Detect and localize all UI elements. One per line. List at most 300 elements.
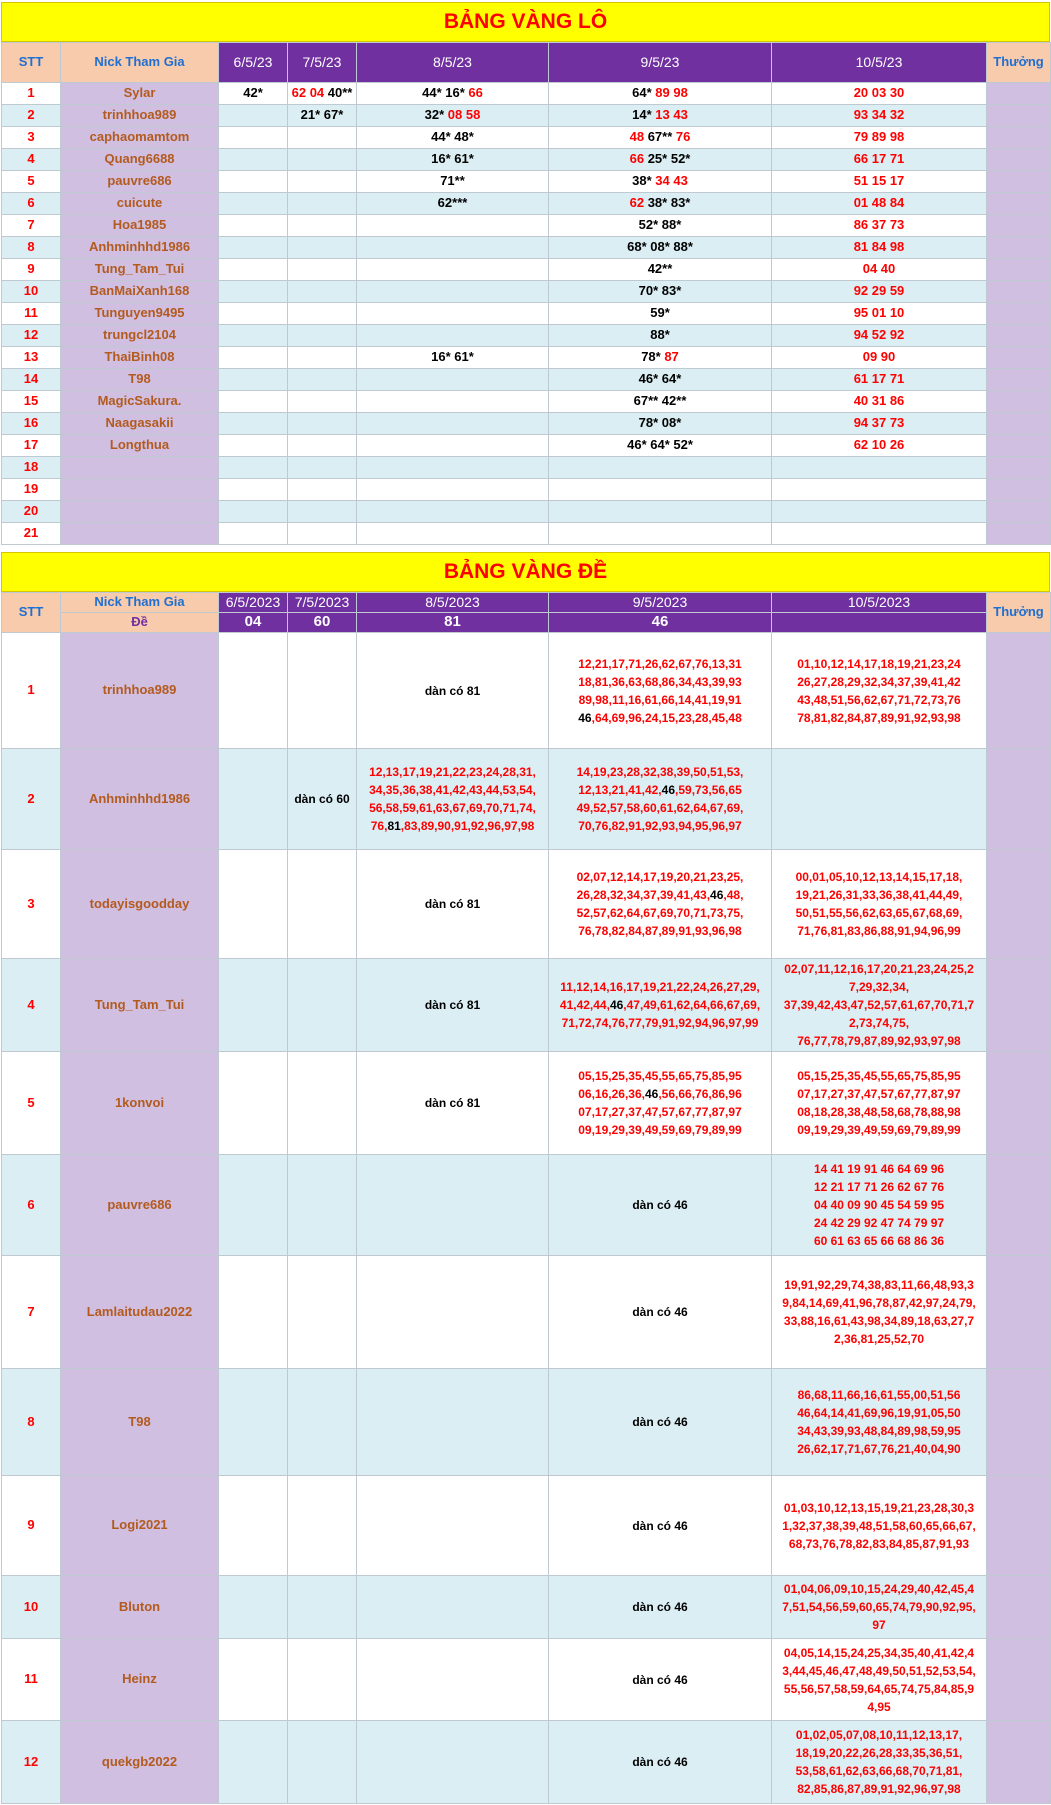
- lo-header-thuong: Thưởng: [987, 43, 1051, 83]
- de-entry: 81: [387, 819, 401, 833]
- lo-stt: 18: [2, 457, 61, 479]
- de-cell-date-4: [549, 749, 772, 850]
- de-entry: 3,44,45,46,47,48,49,50,51,52,53,54,: [782, 1663, 976, 1678]
- de-entry: 76,77,78,79,87,89,92,93,97,98: [797, 1034, 961, 1048]
- lo-entry: 89 98: [651, 85, 688, 101]
- lo-cell-date-4: [549, 325, 772, 347]
- lo-cell-date-2: [288, 501, 357, 523]
- lo-cell-date-2: [288, 105, 357, 127]
- de-entry: 11,12,14,16,17,19,21,22,24,26,27,29,: [560, 980, 760, 994]
- de-cell-date-3: [357, 1155, 549, 1256]
- lo-nick: [61, 457, 219, 479]
- de-cell-date-2: [288, 1721, 357, 1804]
- de-nick: trinhhoa989: [61, 633, 219, 749]
- lo-row-13: [2, 347, 1051, 369]
- lo-header-date-1: 6/5/23: [219, 43, 288, 83]
- de-header-date-5: 10/5/2023: [772, 593, 987, 613]
- lo-thuong-cell: [987, 479, 1051, 501]
- lo-cell-date-3: [357, 215, 549, 237]
- de-entry: 19,91,92,29,74,38,83,11,66,48,93,3: [784, 1278, 974, 1292]
- de-cell-date-4: [549, 1476, 772, 1576]
- de-entry: 71,76,81,83,86,88,91,94,96,99: [797, 924, 961, 938]
- lo-nick: ThaiBinh08: [61, 347, 219, 369]
- de-table: [1, 592, 1051, 1804]
- lo-thuong-cell: [987, 457, 1051, 479]
- lo-nick: pauvre686: [61, 171, 219, 193]
- de-cell-date-1: [219, 959, 288, 1052]
- de-entry: 08,18,28,38,48,58,68,78,88,98: [797, 1105, 961, 1119]
- lo-cell-date-3: [357, 281, 549, 303]
- lo-thuong-cell: [987, 105, 1051, 127]
- lo-cell-date-2: [288, 171, 357, 193]
- lo-thuong-cell: [987, 149, 1051, 171]
- lo-cell-date-1: [219, 259, 288, 281]
- lo-entry: 34 43: [651, 173, 688, 189]
- lo-nick: Tunguyen9495: [61, 303, 219, 325]
- de-header-date-4: 9/5/2023: [549, 593, 772, 613]
- de-entry: 33,88,16,61,43,98,34,89,18,63,27,7: [783, 1314, 975, 1328]
- lo-thuong-cell: [987, 259, 1051, 281]
- de-result-4: 46: [549, 613, 772, 633]
- de-entry: 18,81,36,63,68,86,34,43,39,93: [578, 674, 742, 689]
- de-cell-date-1: [219, 1476, 288, 1576]
- lo-entry: 62 04: [291, 85, 325, 101]
- de-cell-date-5: [772, 850, 987, 959]
- lo-row-17: [2, 435, 1051, 457]
- de-result-1: 04: [219, 613, 288, 633]
- lo-row-16: [2, 413, 1051, 435]
- de-cell-date-2: [288, 959, 357, 1052]
- lo-cell-date-5: [772, 105, 987, 127]
- de-cell-date-5: [772, 1369, 987, 1476]
- de-cell-date-1: [219, 633, 288, 749]
- de-entry: 49,52,57,58,60,61,62,64,67,69,: [576, 801, 744, 815]
- lo-entry: 86 37 73: [853, 217, 905, 233]
- de-cell-date-3: [357, 1256, 549, 1369]
- lo-thuong-cell: [987, 523, 1051, 545]
- lo-cell-date-3: [357, 105, 549, 127]
- de-header-date-1: 6/5/2023: [219, 593, 288, 613]
- lo-entry: 62 10 26: [853, 437, 905, 453]
- de-cell-date-4: [549, 1639, 772, 1721]
- lo-stt: 20: [2, 501, 61, 523]
- de-cell-date-5: [772, 749, 987, 850]
- lo-row-9: [2, 259, 1051, 281]
- lo-thuong-cell: [987, 369, 1051, 391]
- de-entry: 12 21 17 71 26 62 67 76: [813, 1180, 945, 1194]
- lo-cell-date-3: [357, 523, 549, 545]
- lo-cell-date-5: [772, 281, 987, 303]
- lo-cell-date-5: [772, 303, 987, 325]
- de-entry: 18,19,20,22,26,28,33,35,36,51,: [795, 1746, 963, 1760]
- lo-entry: 66 17 71: [853, 151, 905, 167]
- lo-entry: 66: [629, 151, 645, 167]
- lo-cell-date-3: [357, 325, 549, 347]
- lo-entry: 16* 61*: [431, 151, 474, 167]
- de-entry: 4,95: [867, 1699, 891, 1714]
- de-nick: Lamlaitudau2022: [61, 1256, 219, 1369]
- de-thuong-cell: [987, 1369, 1051, 1476]
- de-cell-date-4: [549, 959, 772, 1052]
- de-entry: dàn có 46: [632, 1518, 688, 1533]
- lo-cell-date-1: [219, 303, 288, 325]
- lo-thuong-cell: [987, 215, 1051, 237]
- de-cell-date-3: [357, 1576, 549, 1639]
- lo-cell-date-5: [772, 369, 987, 391]
- de-row-1: [2, 633, 1051, 749]
- lo-cell-date-3: [357, 149, 549, 171]
- de-thuong-cell: [987, 633, 1051, 749]
- de-entry: 7,51,54,56,59,60,65,74,79,90,92,95,: [782, 1600, 976, 1614]
- de-entry: 60 61 63 65 66 68 86 36: [813, 1234, 945, 1248]
- de-cell-date-1: [219, 1639, 288, 1721]
- lo-cell-date-3: [357, 369, 549, 391]
- de-cell-date-3: [357, 1721, 549, 1804]
- lo-stt: 8: [2, 237, 61, 259]
- de-entry: dàn có 81: [424, 1096, 481, 1110]
- de-entry: 78,81,82,84,87,89,91,92,93,98: [797, 710, 961, 725]
- lo-cell-date-1: [219, 479, 288, 501]
- lo-cell-date-5: [772, 391, 987, 413]
- lo-cell-date-4: [549, 171, 772, 193]
- de-row-10: [2, 1576, 1051, 1639]
- lo-stt: 15: [2, 391, 61, 413]
- de-header-nick: Nick Tham Gia: [61, 593, 219, 613]
- de-cell-date-5: [772, 1256, 987, 1369]
- lo-entry: 94 52 92: [853, 327, 905, 343]
- de-thuong-cell: [987, 1576, 1051, 1639]
- lo-nick: Quang6688: [61, 149, 219, 171]
- de-entry: 09,19,29,39,49,59,69,79,89,99: [797, 1123, 961, 1137]
- lo-header-date-5: 10/5/23: [772, 43, 987, 83]
- lo-cell-date-2: [288, 413, 357, 435]
- de-cell-date-1: [219, 1576, 288, 1639]
- lo-row-7: [2, 215, 1051, 237]
- lo-nick: Longthua: [61, 435, 219, 457]
- de-cell-date-5: [772, 633, 987, 749]
- de-cell-date-4: [549, 1369, 772, 1476]
- de-nick: Logi2021: [61, 1476, 219, 1576]
- de-entry: 68,73,76,78,82,83,84,85,87,91,93: [788, 1536, 970, 1551]
- lo-entry: 01 48 84: [853, 195, 905, 211]
- de-entry: 01,04,06,09,10,15,24,29,40,42,45,4: [783, 1582, 975, 1596]
- lo-cell-date-1: [219, 237, 288, 259]
- de-cell-date-2: [288, 633, 357, 749]
- lo-cell-date-5: [772, 435, 987, 457]
- de-cell-date-4: [549, 1052, 772, 1155]
- lo-thuong-cell: [987, 171, 1051, 193]
- lo-cell-date-1: [219, 435, 288, 457]
- lo-cell-date-2: [288, 523, 357, 545]
- de-entry: 76,78,82,84,87,89,91,93,96,98: [578, 924, 742, 938]
- de-entry: 53,58,61,62,63,66,68,70,71,81,: [795, 1764, 963, 1778]
- lo-cell-date-3: [357, 171, 549, 193]
- lo-cell-date-4: [549, 391, 772, 413]
- de-stt: 4: [2, 959, 61, 1052]
- lo-cell-date-3: [357, 303, 549, 325]
- de-cell-date-4: [549, 1155, 772, 1256]
- lo-thuong-cell: [987, 303, 1051, 325]
- lo-stt: 14: [2, 369, 61, 391]
- de-entry: 46,64,14,41,69,96,19,91,05,50: [797, 1406, 961, 1420]
- de-entry: 04,05,14,15,24,25,34,35,40,41,42,4: [783, 1645, 975, 1660]
- de-header-thuong: Thưởng: [987, 593, 1051, 633]
- lo-cell-date-1: [219, 215, 288, 237]
- lo-cell-date-3: [357, 127, 549, 149]
- de-entry: dàn có 46: [632, 1415, 688, 1429]
- de-entry: 41,42,44,: [559, 998, 610, 1012]
- de-thuong-cell: [987, 959, 1051, 1052]
- lo-thuong-cell: [987, 347, 1051, 369]
- de-entry: 46: [661, 783, 676, 797]
- de-cell-date-2: [288, 1576, 357, 1639]
- de-entry: 86,68,11,66,16,61,55,00,51,56: [797, 1388, 961, 1402]
- lo-entry: 76: [672, 129, 691, 145]
- lo-header-nick: Nick Tham Gia: [61, 43, 219, 83]
- lo-nick: cuicute: [61, 193, 219, 215]
- de-cell-date-5: [772, 1476, 987, 1576]
- lo-cell-date-4: [549, 237, 772, 259]
- de-cell-date-2: [288, 850, 357, 959]
- lo-cell-date-5: [772, 479, 987, 501]
- de-nick: Tung_Tam_Tui: [61, 959, 219, 1052]
- lo-stt: 3: [2, 127, 61, 149]
- de-entry: 12,13,17,19,21,22,23,24,28,31,: [369, 765, 536, 779]
- lo-cell-date-3: [357, 259, 549, 281]
- de-cell-date-3: [357, 749, 549, 850]
- de-cell-date-4: [549, 850, 772, 959]
- de-entry: 34,43,39,93,48,84,89,98,59,95: [797, 1424, 961, 1438]
- lo-stt: 21: [2, 523, 61, 545]
- lo-entry: 68* 08* 88*: [627, 239, 693, 255]
- de-stt: 1: [2, 633, 61, 749]
- lo-nick: Hoa1985: [61, 215, 219, 237]
- lo-cell-date-2: [288, 347, 357, 369]
- de-thuong-cell: [987, 749, 1051, 850]
- de-entry: 24 42 29 92 47 74 79 97: [813, 1216, 945, 1230]
- lo-title: BẢNG VÀNG LÔ: [1, 2, 1050, 42]
- de-cell-date-3: [357, 633, 549, 749]
- lo-header-stt: STT: [2, 43, 61, 83]
- de-entry: 46: [710, 888, 724, 902]
- lo-row-1: [2, 83, 1051, 105]
- de-thuong-cell: [987, 1639, 1051, 1721]
- lo-entry: 48: [629, 129, 645, 145]
- de-row-5: [2, 1052, 1051, 1155]
- lo-cell-date-2: [288, 479, 357, 501]
- de-stt: 10: [2, 1576, 61, 1639]
- de-thuong-cell: [987, 1721, 1051, 1804]
- de-row-11: [2, 1639, 1051, 1721]
- de-entry: 97: [872, 1618, 886, 1632]
- lo-cell-date-5: [772, 215, 987, 237]
- lo-entry: 71**: [440, 173, 465, 189]
- de-entry: 56,58,59,61,63,67,69,70,71,74,: [369, 801, 536, 815]
- lo-cell-date-4: [549, 259, 772, 281]
- lo-cell-date-3: [357, 193, 549, 215]
- de-nick: Anhminhhd1986: [61, 749, 219, 850]
- lo-stt: 4: [2, 149, 61, 171]
- lo-entry: 92 29 59: [853, 283, 905, 299]
- de-cell-date-2: [288, 1155, 357, 1256]
- lo-entry: 44* 16*: [422, 85, 465, 101]
- de-entry: 01,03,10,12,13,15,19,21,23,28,30,3: [783, 1500, 975, 1515]
- lo-cell-date-2: [288, 237, 357, 259]
- lo-stt: 7: [2, 215, 61, 237]
- de-entry: dàn có 81: [424, 897, 481, 911]
- lo-nick: Tung_Tam_Tui: [61, 259, 219, 281]
- de-cell-date-2: [288, 749, 357, 850]
- lo-cell-date-1: [219, 391, 288, 413]
- de-entry: dàn có 81: [424, 998, 481, 1012]
- lo-cell-date-3: [357, 501, 549, 523]
- de-entry: 09,19,29,39,49,59,69,79,89,99: [578, 1123, 742, 1137]
- lo-nick: Naagasakii: [61, 413, 219, 435]
- lo-table: [1, 42, 1051, 545]
- de-row-9: [2, 1476, 1051, 1576]
- lo-row-8: [2, 237, 1051, 259]
- de-cell-date-3: [357, 959, 549, 1052]
- lo-cell-date-5: [772, 523, 987, 545]
- lo-cell-date-3: [357, 413, 549, 435]
- de-entry: 76,: [370, 819, 388, 833]
- lo-entry: 78*: [641, 349, 661, 365]
- lo-thuong-cell: [987, 127, 1051, 149]
- lo-nick: [61, 479, 219, 501]
- de-cell-date-1: [219, 1256, 288, 1369]
- de-entry: dàn có 60: [294, 792, 350, 806]
- de-row-4: [2, 959, 1051, 1052]
- lo-cell-date-5: [772, 127, 987, 149]
- lo-entry: 61 17 71: [853, 371, 905, 387]
- lo-cell-date-1: [219, 501, 288, 523]
- lo-cell-date-5: [772, 325, 987, 347]
- de-cell-date-3: [357, 1052, 549, 1155]
- de-cell-date-1: [219, 1052, 288, 1155]
- de-entry: 26,27,28,29,32,34,37,39,41,42: [797, 674, 961, 689]
- lo-cell-date-5: [772, 193, 987, 215]
- lo-cell-date-1: [219, 413, 288, 435]
- lo-cell-date-2: [288, 193, 357, 215]
- de-stt: 2: [2, 749, 61, 850]
- de-cell-date-4: [549, 1576, 772, 1639]
- lo-cell-date-1: [219, 193, 288, 215]
- lo-stt: 12: [2, 325, 61, 347]
- lo-entry: 70* 83*: [638, 283, 682, 299]
- de-nick: Heinz: [61, 1639, 219, 1721]
- lo-cell-date-4: [549, 435, 772, 457]
- lo-cell-date-1: [219, 149, 288, 171]
- lo-cell-date-4: [549, 281, 772, 303]
- de-cell-date-2: [288, 1256, 357, 1369]
- de-entry: 55,56,57,58,59,64,65,74,75,84,85,9: [783, 1681, 975, 1696]
- lo-row-14: [2, 369, 1051, 391]
- lo-cell-date-3: [357, 237, 549, 259]
- de-entry: ,59,73,56,65: [675, 783, 742, 797]
- lo-row-20: [2, 501, 1051, 523]
- lo-entry: 62***: [437, 195, 468, 211]
- de-entry: 05,15,25,35,45,55,65,75,85,95: [578, 1069, 742, 1083]
- lo-cell-date-1: [219, 127, 288, 149]
- lo-cell-date-1: [219, 457, 288, 479]
- lo-cell-date-3: [357, 391, 549, 413]
- lo-cell-date-2: [288, 259, 357, 281]
- lo-cell-date-4: [549, 369, 772, 391]
- lo-stt: 6: [2, 193, 61, 215]
- lo-cell-date-1: [219, 325, 288, 347]
- de-nick: pauvre686: [61, 1155, 219, 1256]
- de-entry: 37,39,42,43,47,52,57,61,67,70,71,7: [783, 998, 975, 1012]
- lo-row-15: [2, 391, 1051, 413]
- de-header-de-label: Đề: [61, 613, 219, 633]
- de-entry: 07,17,27,37,47,57,67,77,87,97: [797, 1087, 961, 1101]
- lo-entry: 79 89 98: [853, 129, 905, 145]
- lo-entry: 16* 61*: [431, 349, 474, 365]
- lo-header-date-3: 8/5/23: [357, 43, 549, 83]
- lo-nick: [61, 523, 219, 545]
- lo-thuong-cell: [987, 435, 1051, 457]
- de-cell-date-3: [357, 850, 549, 959]
- lo-nick: trinhhoa989: [61, 105, 219, 127]
- de-entry: 7,29,32,34,: [848, 980, 910, 994]
- de-stt: 5: [2, 1052, 61, 1155]
- lo-entry: 40 31 86: [853, 393, 905, 409]
- de-stt: 9: [2, 1476, 61, 1576]
- lo-entry: 67** 42**: [633, 393, 687, 409]
- lo-entry: 93 34 32: [853, 107, 905, 123]
- lo-cell-date-4: [549, 149, 772, 171]
- lo-entry: 44* 48*: [431, 129, 474, 145]
- de-entry: 12,13,21,41,42,: [578, 783, 662, 797]
- lo-thuong-cell: [987, 391, 1051, 413]
- de-header-date-3: 8/5/2023: [357, 593, 549, 613]
- de-cell-date-5: [772, 1052, 987, 1155]
- de-nick: T98: [61, 1369, 219, 1476]
- de-cell-date-3: [357, 1369, 549, 1476]
- lo-entry: 09 90: [862, 349, 896, 365]
- de-header-date-2: 7/5/2023: [288, 593, 357, 613]
- de-entry: 2,73,74,75,: [848, 1016, 910, 1030]
- de-cell-date-1: [219, 1155, 288, 1256]
- de-nick: quekgb2022: [61, 1721, 219, 1804]
- de-cell-date-5: [772, 1576, 987, 1639]
- lo-nick: MagicSakura.: [61, 391, 219, 413]
- lo-entry: 13 43: [651, 107, 688, 123]
- de-entry: 12,21,17,71,26,62,67,76,13,31: [578, 656, 742, 671]
- lo-cell-date-5: [772, 237, 987, 259]
- de-cell-date-4: [549, 1256, 772, 1369]
- de-stt: 8: [2, 1369, 61, 1476]
- lo-cell-date-4: [549, 479, 772, 501]
- de-cell-date-2: [288, 1369, 357, 1476]
- lo-cell-date-2: [288, 83, 357, 105]
- lo-entry: 42**: [647, 261, 673, 277]
- lo-entry: 38*: [632, 173, 652, 189]
- de-cell-date-2: [288, 1476, 357, 1576]
- lo-stt: 16: [2, 413, 61, 435]
- lo-stt: 10: [2, 281, 61, 303]
- lo-entry: 78* 08*: [638, 415, 682, 431]
- lo-cell-date-2: [288, 303, 357, 325]
- lo-cell-date-2: [288, 215, 357, 237]
- lo-row-11: [2, 303, 1051, 325]
- lo-nick: caphaomamtom: [61, 127, 219, 149]
- de-entry: dàn có 46: [632, 1600, 688, 1614]
- lo-entry: 62: [629, 195, 645, 211]
- lo-cell-date-4: [549, 303, 772, 325]
- lo-thuong-cell: [987, 193, 1051, 215]
- lo-cell-date-5: [772, 259, 987, 281]
